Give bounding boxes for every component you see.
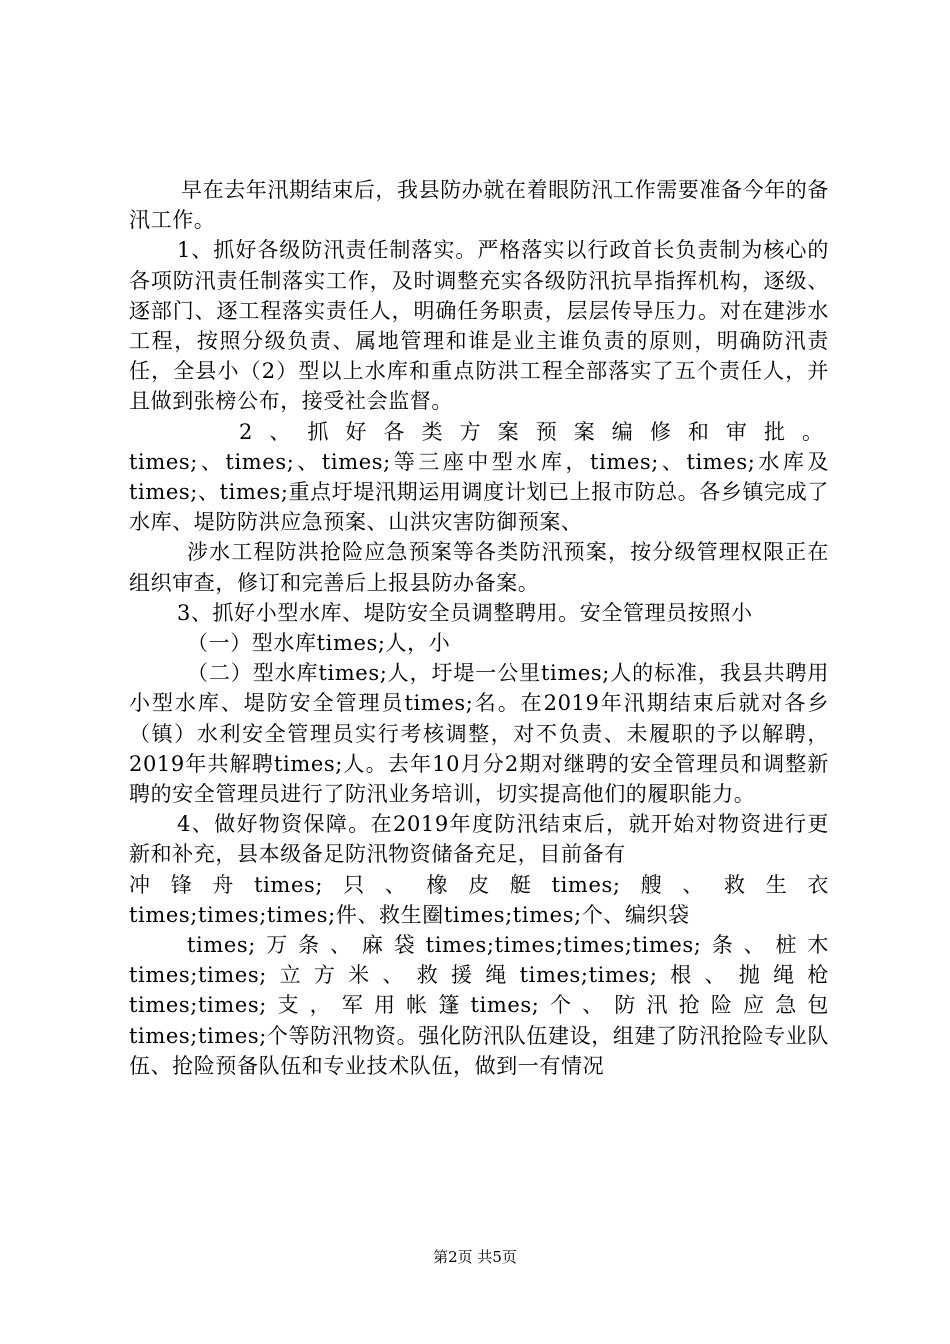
document-body: [129, 175, 829, 1081]
paragraph-item-3-sub-2: （二）型水库times;人，圩堤一公里times;人的标准，我县共聘用小型水库、堤防安全管理员times;名。在2019年汛期结束后就对各乡（镇）水利安全管理员实行考核调整，对不负责、未履职的予以解聘，2019年共解聘times;人。去年10月分2期对继聘的安全管理员和调整新聘的安全管理员进行了防汛业务培训，切实提高他们的履职能力。: [129, 661, 829, 807]
page-number-footer: 第2页 共5页: [433, 1248, 517, 1266]
paragraph-item-3: 3、抓好小型水库、堤防安全员调整聘用。安全管理员按照小: [177, 600, 753, 625]
paragraph-item-3-sub-1: （一）型水库times;人，小: [187, 631, 451, 656]
paragraph-item-2-continued: 涉水工程防洪抢险应急预案等各类防汛预案，按分级管理权限正在组织审查，修订和完善后上报县防办备案。: [129, 540, 829, 595]
paragraph-item-4-line-3: times;万条、麻袋times;times;times;times;条、桩木: [187, 933, 829, 958]
paragraph-item-4: 4、做好物资保障。在2019年度防汛结束后，就开始对物资进行更新和补充，县本级备足防汛物资储备充足，目前备有: [129, 812, 829, 867]
paragraph-intro: 早在去年汛期结束后，我县防办就在着眼防汛工作需要准备今年的备汛工作。: [129, 178, 829, 233]
paragraph-item-4-line-1: 冲锋舟times;只、橡皮艇times;艘、救生衣: [129, 872, 829, 897]
paragraph-item-4-line-4: times;times;立方米、救援绳times;times;根、抛绳枪: [129, 963, 829, 988]
paragraph-item-2-body: times;、times;、times;等三座中型水库，times;、times;水库及times;、times;重点圩堤汛期运用调度计划已上报市防总。各乡镇完成了水库、堤防防洪应急预案、山洪灾害防御预案、: [129, 449, 829, 535]
paragraph-item-4-line-2: times;times;times;件、救生圈times;times;个、编织袋: [129, 902, 690, 927]
paragraph-item-4-line-6: times;times;个等防汛物资。强化防汛队伍建设，组建了防汛抢险专业队伍、抢险预备队伍和专业技术队伍，做到一有情况: [129, 1023, 829, 1078]
paragraph-item-2-heading: 2、抓好各类方案预案编修和审批。: [239, 419, 829, 444]
paragraph-item-1: 1、抓好各级防汛责任制落实。严格落实以行政首长负责制为核心的各项防汛责任制落实工作，及时调整充实各级防汛抗旱指挥机构，逐级、逐部门、逐工程落实责任人，明确任务职责，层层传导压力。对在建涉水工程，按照分级负责、属地管理和谁是业主谁负责的原则，明确防汛责任，全县小（2）型以上水库和重点防洪工程全部落实了五个责任人，并且做到张榜公布，接受社会监督。: [129, 238, 829, 414]
paragraph-item-4-line-5: times;times;支，军用帐篷times;个、防汛抢险应急包: [129, 993, 829, 1018]
